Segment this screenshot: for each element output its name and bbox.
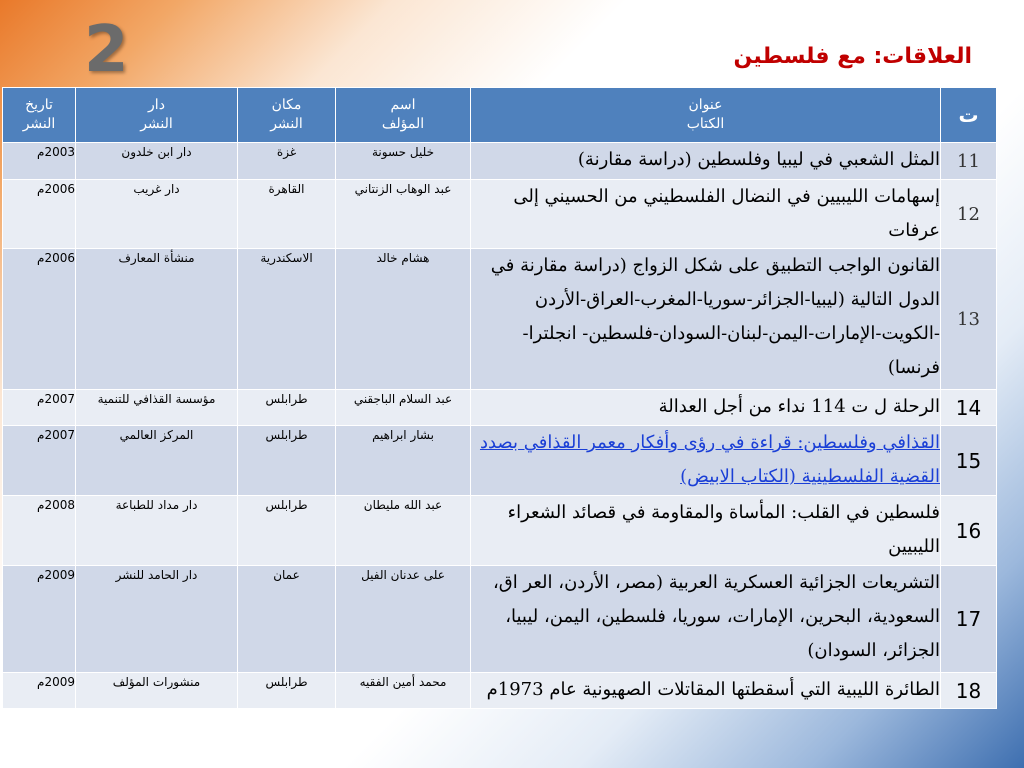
header-date: تاريخ النشر: [3, 88, 76, 143]
table-row: [3, 180, 997, 249]
publish-place: القاهرة: [238, 180, 336, 249]
book-title-link[interactable]: القذافي وفلسطين: قراءة في رؤى وأفكار معمر القذافي بصدد القضية الفلسطينية (الكتاب الابيض): [471, 426, 941, 496]
publisher: دار غريب: [76, 180, 238, 249]
publish-place: طرابلس: [238, 426, 336, 496]
row-number: 12: [941, 180, 997, 249]
header-place: مكان النشر: [238, 88, 336, 143]
books-table: [2, 87, 997, 709]
book-title: الطائرة الليبية التي أسقطتها المقاتلات الصهيونية عام 1973م: [471, 673, 941, 709]
publish-place: الاسكندرية: [238, 249, 336, 390]
row-number: 18: [941, 673, 997, 709]
publish-place: طرابلس: [238, 390, 336, 426]
publish-date: 2006م: [3, 249, 76, 390]
publish-date: 2007م: [3, 390, 76, 426]
header-author: اسم المؤلف: [336, 88, 471, 143]
book-title: فلسطين في القلب: المأساة والمقاومة في قصائد الشعراء الليبيين: [471, 496, 941, 566]
slide-number: 2: [84, 13, 129, 87]
header-publisher: دار النشر: [76, 88, 238, 143]
header-title: عنوان الكتاب: [471, 88, 941, 143]
table-row: [3, 496, 997, 566]
table-row: [3, 426, 997, 496]
row-number: 14: [941, 390, 997, 426]
publish-date: 2006م: [3, 180, 76, 249]
table-row: [3, 249, 997, 390]
book-author: عبد الوهاب الزنتاني: [336, 180, 471, 249]
publish-place: طرابلس: [238, 673, 336, 709]
publisher: دار ابن خلدون: [76, 143, 238, 180]
book-title: التشريعات الجزائية العسكرية العربية (مصر، الأردن، العر اق، السعودية، البحرين، الإمارات، سوريا، فلسطين، اليمن، ليبيا، الجزائر، السودان): [471, 566, 941, 673]
publisher: منشورات المؤلف: [76, 673, 238, 709]
table-row: [3, 566, 997, 673]
publish-date: 2009م: [3, 566, 76, 673]
book-author: عبد الله مليطان: [336, 496, 471, 566]
table-row: [3, 143, 997, 180]
publisher: منشأة المعارف: [76, 249, 238, 390]
publish-place: عمان: [238, 566, 336, 673]
publisher: دار الحامد للنشر: [76, 566, 238, 673]
publish-date: 2009م: [3, 673, 76, 709]
publish-date: 2007م: [3, 426, 76, 496]
row-number: 15: [941, 426, 997, 496]
publisher: دار مداد للطباعة: [76, 496, 238, 566]
book-author: خليل حسونة: [336, 143, 471, 180]
book-author: على عدنان الفيل: [336, 566, 471, 673]
table-row: [3, 390, 997, 426]
book-title: الرحلة ل ت 114 نداء من أجل العدالة: [471, 390, 941, 426]
publish-place: طرابلس: [238, 496, 336, 566]
publish-date: 2003م: [3, 143, 76, 180]
table-header-row: [3, 88, 997, 143]
row-number: 13: [941, 249, 997, 390]
table-row: [3, 673, 997, 709]
book-author: هشام خالد: [336, 249, 471, 390]
row-number: 11: [941, 143, 997, 180]
book-author: محمد أمين الفقيه: [336, 673, 471, 709]
book-author: عبد السلام الباجقني: [336, 390, 471, 426]
book-title: القانون الواجب التطبيق على شكل الزواج (دراسة مقارنة في الدول التالية (ليبيا-الجزائر-سوريا-المغرب-العراق-الأردن -الكويت-الإمارات-اليمن-لبنان-السودان-فلسطين- انجلترا-فرنسا): [471, 249, 941, 390]
book-author: بشار ابراهيم: [336, 426, 471, 496]
book-title: إسهامات الليبيين في النضال الفلسطيني من الحسيني إلى عرفات: [471, 180, 941, 249]
book-title: المثل الشعبي في ليبيا وفلسطين (دراسة مقارنة): [471, 143, 941, 180]
row-number: 16: [941, 496, 997, 566]
publisher: المركز العالمي: [76, 426, 238, 496]
header-no: ت: [941, 88, 997, 143]
publish-place: غزة: [238, 143, 336, 180]
row-number: 17: [941, 566, 997, 673]
slide-title: العلاقات: مع فلسطين: [733, 44, 972, 69]
publish-date: 2008م: [3, 496, 76, 566]
publisher: مؤسسة القذافي للتنمية: [76, 390, 238, 426]
